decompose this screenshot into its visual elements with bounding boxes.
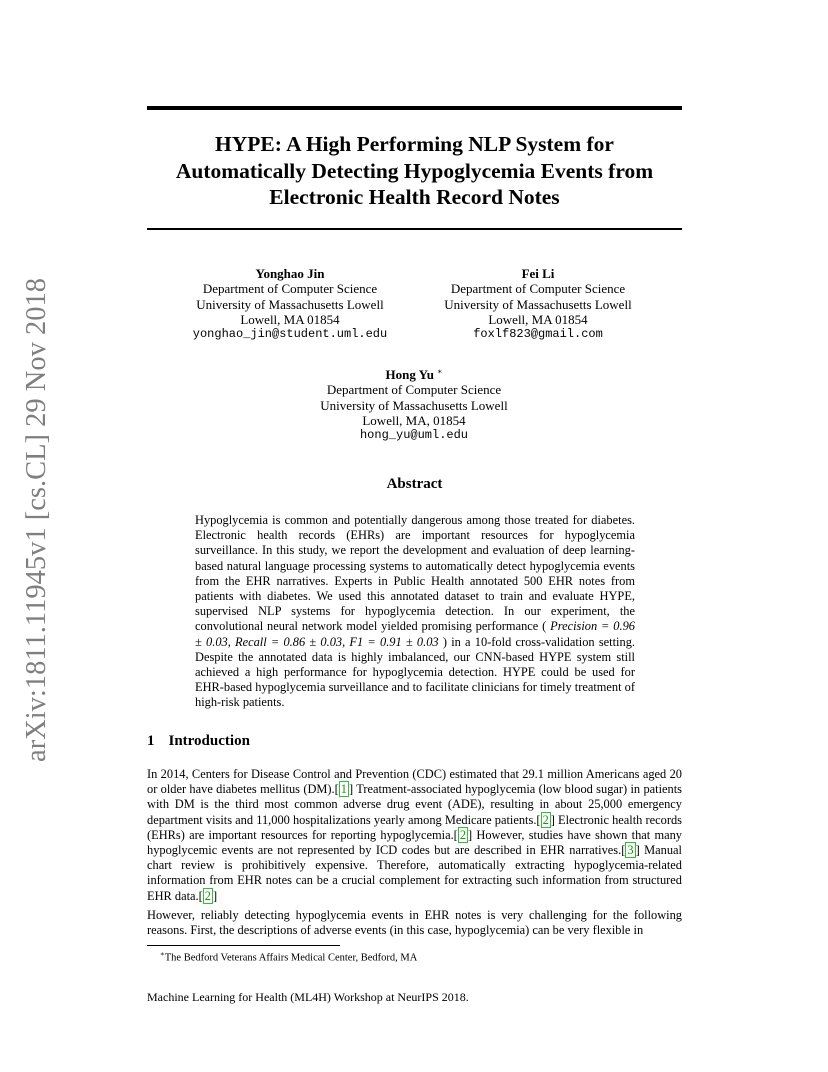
section-heading bbox=[147, 733, 250, 750]
sentence: Treatment-associated hypoglycemia (low blood sugar) in patients with DM is the third most common adverse drug event (ADE), resulting in about 25,000 emergency department visits and 11,000 hospitalizations yearly among Medicare patients. bbox=[147, 782, 682, 827]
author-block-1 bbox=[180, 266, 400, 342]
footnote-text: The Bedford Veterans Affairs Medical Center, Bedford, MA bbox=[164, 952, 418, 964]
citation-link bbox=[621, 842, 639, 858]
author-univ: University of Massachusetts Lowell bbox=[196, 296, 384, 312]
citation-number[interactable]: 2 bbox=[204, 888, 211, 903]
title-line: Electronic Health Record Notes bbox=[269, 185, 560, 209]
author-univ: University of Massachusetts Lowell bbox=[444, 296, 632, 312]
footnote bbox=[160, 950, 417, 964]
citation-link bbox=[536, 812, 554, 828]
author-name: Yonghao Jin bbox=[255, 266, 325, 281]
author-address: Lowell, MA 01854 bbox=[488, 311, 588, 327]
author-name-row bbox=[304, 364, 524, 382]
author-name: Fei Li bbox=[521, 266, 555, 281]
author-address: Lowell, MA, 01854 bbox=[362, 412, 466, 428]
arxiv-stamp: arXiv:1811.11945v1 [cs.CL] 29 Nov 2018 bbox=[21, 278, 52, 762]
author-block-3 bbox=[304, 364, 524, 443]
citation-number[interactable]: 3 bbox=[627, 843, 634, 858]
intro-paragraph-1 bbox=[147, 767, 682, 904]
section-title: Introduction bbox=[168, 733, 250, 749]
author-block-2 bbox=[428, 266, 648, 342]
citation-number[interactable]: 2 bbox=[459, 827, 467, 842]
author-dept: Department of Computer Science bbox=[450, 281, 626, 297]
footnote-mark: ∗ bbox=[160, 950, 165, 958]
abstract-heading: Abstract bbox=[386, 476, 443, 492]
author-email[interactable]: hong_yu@uml.edu bbox=[359, 428, 469, 443]
metrics-formula: Precision = 0.96 ± 0.03, Recall = 0.86 ± 0.03, F1 = 0.91 ± 0.03 bbox=[195, 619, 635, 649]
citation-number[interactable]: 2 bbox=[542, 812, 549, 827]
author-email[interactable]: yonghao_jin@student.uml.edu bbox=[192, 327, 388, 342]
paper-title bbox=[147, 131, 682, 211]
sentence: Manual chart review is prohibitively expensive. Therefore, automatically extracting hypoglycemia-related information from EHR notes can be a crucial complement for extracting such information from structured EHR data. bbox=[147, 843, 682, 903]
citation-number[interactable]: 1 bbox=[340, 782, 347, 797]
author-dept: Department of Computer Science bbox=[326, 382, 502, 398]
abstract-text: ) in a 10-fold cross-validation setting. Despite the annotated data is highly imbalanced, our CNN-based HYPE system still achieved a high performance for hypoglycemia detection. HYPE could be used for EHR-based hypoglycemia surveillance and to facilitate clinicians for timely treatment of high-risk patients. bbox=[195, 634, 635, 710]
venue-line: Machine Learning for Health (ML4H) Workshop at NeurIPS 2018. bbox=[147, 990, 469, 1004]
footnote-rule bbox=[147, 945, 340, 946]
citation-link bbox=[454, 827, 472, 843]
title-bottom-rule bbox=[147, 228, 682, 230]
author-name: Hong Yu bbox=[385, 367, 435, 382]
sentence: Electronic health records (EHRs) are important resources for reporting hypoglycemia. bbox=[147, 812, 682, 842]
section-number: 1 bbox=[147, 733, 155, 749]
title-top-rule bbox=[147, 106, 682, 110]
sentence: However, studies have shown that many hypoglycemic events are not represented by ICD codes but are described in EHR narratives. bbox=[147, 827, 683, 858]
abstract-body bbox=[195, 513, 635, 711]
title-line: HYPE: A High Performing NLP System for bbox=[215, 132, 614, 156]
sentence: In 2014, Centers for Disease Control and Prevention (CDC) estimated that 29.1 million Americans aged 20 or older have diabetes mellitus (DM). bbox=[147, 767, 682, 797]
abstract-text: Hypoglycemia is common and potentially dangerous among those treated for diabetes. Electronic health records (EHRs) are important resources for hypoglycemia surveillance. In this study, we report the development and evaluation of deep learning-based natural language processing systems to automatically detect hypoglycemia events from the EHR narratives. Experts in Public Health annotated 500 EHR notes from patients with diabetes. We used this annotated dataset to train and evaluate HYPE, supervised NLP systems for hypoglycemia detection. In our experiment, the convolutional neural network model yielded promising performance ( bbox=[195, 513, 635, 634]
footnote-marker[interactable]: ∗ bbox=[437, 367, 443, 376]
author-univ: University of Massachusetts Lowell bbox=[320, 397, 508, 413]
title-line: Automatically Detecting Hypoglycemia Events from bbox=[175, 158, 654, 183]
author-email[interactable]: foxlf823@gmail.com bbox=[473, 327, 603, 342]
citation-link bbox=[335, 781, 353, 797]
citation-link bbox=[199, 888, 217, 904]
author-address: Lowell, MA 01854 bbox=[240, 311, 340, 327]
author-dept: Department of Computer Science bbox=[202, 281, 378, 297]
intro-paragraph-2: However, reliably detecting hypoglycemia events in EHR notes is very challenging for the following reasons. First, the descriptions of adverse events (in this case, hypoglycemia) can be very flexible in bbox=[147, 908, 682, 938]
